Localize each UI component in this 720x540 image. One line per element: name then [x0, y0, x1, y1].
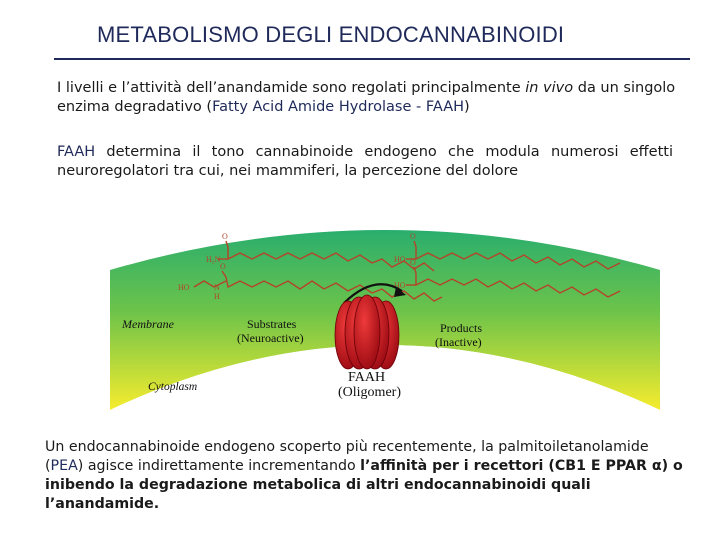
cytoplasm-label: Cytoplasm: [148, 381, 198, 393]
faah-abbr: FAAH: [57, 144, 96, 160]
atom-label: O: [222, 232, 228, 241]
in-vivo-text: in vivo: [525, 80, 574, 96]
atom-label: O: [410, 232, 416, 241]
title-underline: [54, 58, 690, 60]
text-span: I livelli e l’attività dell’anandamide sono regolati principalmente: [57, 80, 526, 96]
products-label: Products: [440, 321, 482, 335]
atom-label: N: [214, 283, 220, 292]
pea-mechanism-text: l’affinità per i recettori (CB1 E PPAR α) o inibendo la degradazione metabolica di altri endocannabinoidi quali l’anandamide.: [45, 458, 683, 512]
text-span: da un singolo enzima degradativo (: [57, 80, 676, 115]
paragraph-faah-role: [57, 143, 673, 181]
text-span: Un endocannabinoide endogeno scoperto più recentemente, la palmitoiletanolamide (: [45, 439, 649, 474]
text-span: ) agisce indirettamente incrementando: [77, 458, 361, 474]
faah-enzyme-icon: [335, 295, 399, 369]
substrates-sublabel: (Neuroactive): [237, 331, 304, 345]
atom-label: O: [410, 258, 416, 267]
paragraph-faah-intro: [57, 79, 687, 117]
atom-label: HO: [394, 281, 406, 290]
paragraph-pea: [45, 438, 685, 514]
pea-abbr: PEA: [50, 458, 78, 474]
atom-label: O: [220, 262, 226, 271]
substrates-label: Substrates: [247, 317, 297, 331]
text-span: determina il tono cannabinoide endogeno che modula numerosi effetti neuroregolatori tra cui, nei mammiferi, la percezione del dolore: [57, 144, 673, 179]
atom-label: H: [214, 292, 220, 301]
page-title: METABOLISMO DEGLI ENDOCANNABINOIDI: [97, 22, 565, 47]
faah-membrane-diagram: [110, 215, 660, 410]
atom-label: HO: [394, 255, 406, 264]
membrane-label: Membrane: [122, 317, 174, 331]
atom-label: HO: [178, 283, 190, 292]
text-span: ): [464, 99, 470, 115]
products-sublabel: (Inactive): [435, 335, 482, 349]
faah-label: FAAH: [348, 370, 386, 385]
faah-fullname: Fatty Acid Amide Hydrolase - FAAH: [212, 99, 465, 115]
atom-label: H₂N: [206, 255, 221, 264]
faah-sublabel: (Oligomer): [338, 385, 401, 400]
